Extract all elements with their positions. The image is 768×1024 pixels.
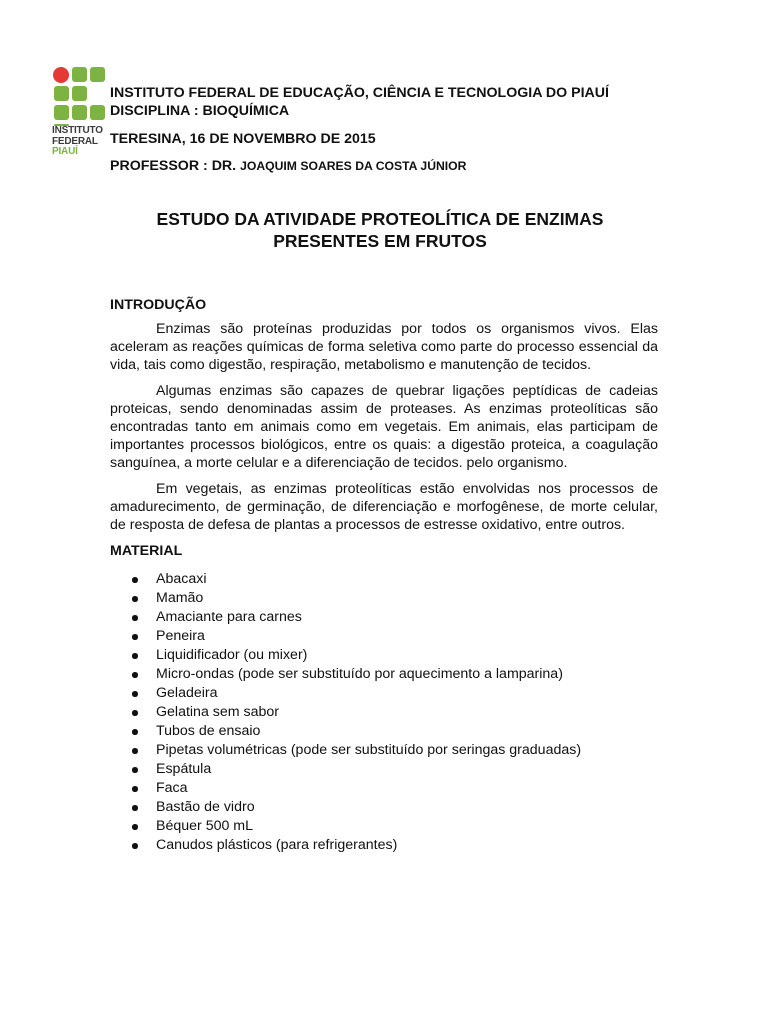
material-item-label: Amaciante para carnes — [156, 609, 302, 625]
material-item-label: Tubos de ensaio — [156, 723, 261, 739]
material-item-label: Espátula — [156, 761, 212, 777]
introduction-paragraph-2: Algumas enzimas são capazes de quebrar ligações peptídicas de cadeias proteicas, sendo denominadas assim de proteases. As enzimas proteolíticas são encontradas tanto em animais como em vegetais. Em animais, elas participam de importantes processos biológicos, entre os quais: a digestão proteica, a coagulação sanguínea, a morte celular e a diferenciação de tecidos. pelo organismo. — [110, 383, 658, 471]
city-date-line: TERESINA, 16 DE NOVEMBRO DE 2015 — [110, 131, 376, 147]
bullet-icon — [132, 824, 138, 830]
material-item — [110, 760, 658, 779]
material-heading: MATERIAL — [110, 543, 183, 559]
material-list — [110, 570, 658, 855]
material-item-label: Canudos plásticos (para refrigerantes) — [156, 837, 398, 853]
bullet-icon — [132, 710, 138, 716]
institution-logo — [52, 66, 108, 162]
professor-label: PROFESSOR : DR. — [110, 158, 237, 174]
bullet-icon — [132, 843, 138, 849]
material-item — [110, 627, 658, 646]
bullet-icon — [132, 767, 138, 773]
professor-line — [110, 157, 710, 175]
material-item — [110, 589, 658, 608]
title-line-1: ESTUDO DA ATIVIDADE PROTEOLÍTICA DE ENZIMAS — [156, 209, 604, 229]
document-body — [110, 296, 658, 855]
material-item — [110, 570, 658, 589]
logo-wordmark — [52, 126, 103, 158]
bullet-icon — [132, 653, 138, 659]
bullet-icon — [132, 596, 138, 602]
professor-name: JOAQUIM SOARES DA COSTA JÚNIOR — [240, 159, 467, 173]
institution-name: INSTITUTO FEDERAL DE EDUCAÇÃO, CIÊNCIA E TECNOLOGIA DO PIAUÍ — [110, 85, 609, 101]
bullet-icon — [132, 805, 138, 811]
material-item-label: Abacaxi — [156, 571, 207, 587]
material-item — [110, 836, 658, 855]
material-item — [110, 722, 658, 741]
bullet-icon — [132, 691, 138, 697]
material-item-label: Bastão de vidro — [156, 799, 255, 815]
introduction-paragraph-3: Em vegetais, as enzimas proteolíticas estão envolvidas nos processos de amadurecimento, de germinação, de diferenciação e morfogênese, de morte celular, de resposta de defesa de plantas a processos de estresse oxidativo, entre outros. — [110, 481, 658, 533]
bullet-icon — [132, 729, 138, 735]
material-item — [110, 608, 658, 627]
material-item — [110, 741, 658, 760]
material-item-label: Micro-ondas (pode ser substituído por aquecimento a lamparina) — [156, 666, 563, 682]
logo-grid-icon — [52, 66, 108, 126]
material-item — [110, 665, 658, 684]
introduction-heading: INTRODUÇÃO — [110, 297, 207, 313]
material-item-label: Mamão — [156, 590, 204, 606]
title-line-2: PRESENTES EM FRUTOS — [273, 231, 487, 251]
bullet-icon — [132, 634, 138, 640]
discipline-line: DISCIPLINA : BIOQUÍMICA — [110, 103, 290, 119]
material-item-label: Béquer 500 mL — [156, 818, 254, 834]
material-item-label: Liquidificador (ou mixer) — [156, 647, 308, 663]
logo-line-instituto: INSTITUTO — [52, 125, 103, 136]
material-item-label: Faca — [156, 780, 188, 796]
introduction-paragraph-1: Enzimas são proteínas produzidas por todos os organismos vivos. Elas aceleram as reações químicas de forma seletiva como parte do processo essencial da vida, tais como digestão, respiração, metabolismo e manutenção de tecidos. — [110, 321, 658, 373]
material-item — [110, 779, 658, 798]
material-item-label: Geladeira — [156, 685, 218, 701]
material-item — [110, 684, 658, 703]
bullet-icon — [132, 786, 138, 792]
bullet-icon — [132, 672, 138, 678]
material-item — [110, 703, 658, 722]
logo-line-federal: FEDERAL — [52, 135, 98, 147]
material-item-label: Gelatina sem sabor — [156, 704, 280, 720]
material-item-label: Peneira — [156, 628, 205, 644]
material-item — [110, 817, 658, 836]
bullet-icon — [132, 577, 138, 583]
material-item — [110, 646, 658, 665]
material-item — [110, 798, 658, 817]
bullet-icon — [132, 615, 138, 621]
bullet-icon — [132, 748, 138, 754]
document-header — [110, 84, 710, 175]
document-title — [80, 208, 680, 252]
logo-line-piaui: PIAUÍ — [52, 146, 78, 157]
material-item-label: Pipetas volumétricas (pode ser substituído por seringas graduadas) — [156, 742, 582, 758]
